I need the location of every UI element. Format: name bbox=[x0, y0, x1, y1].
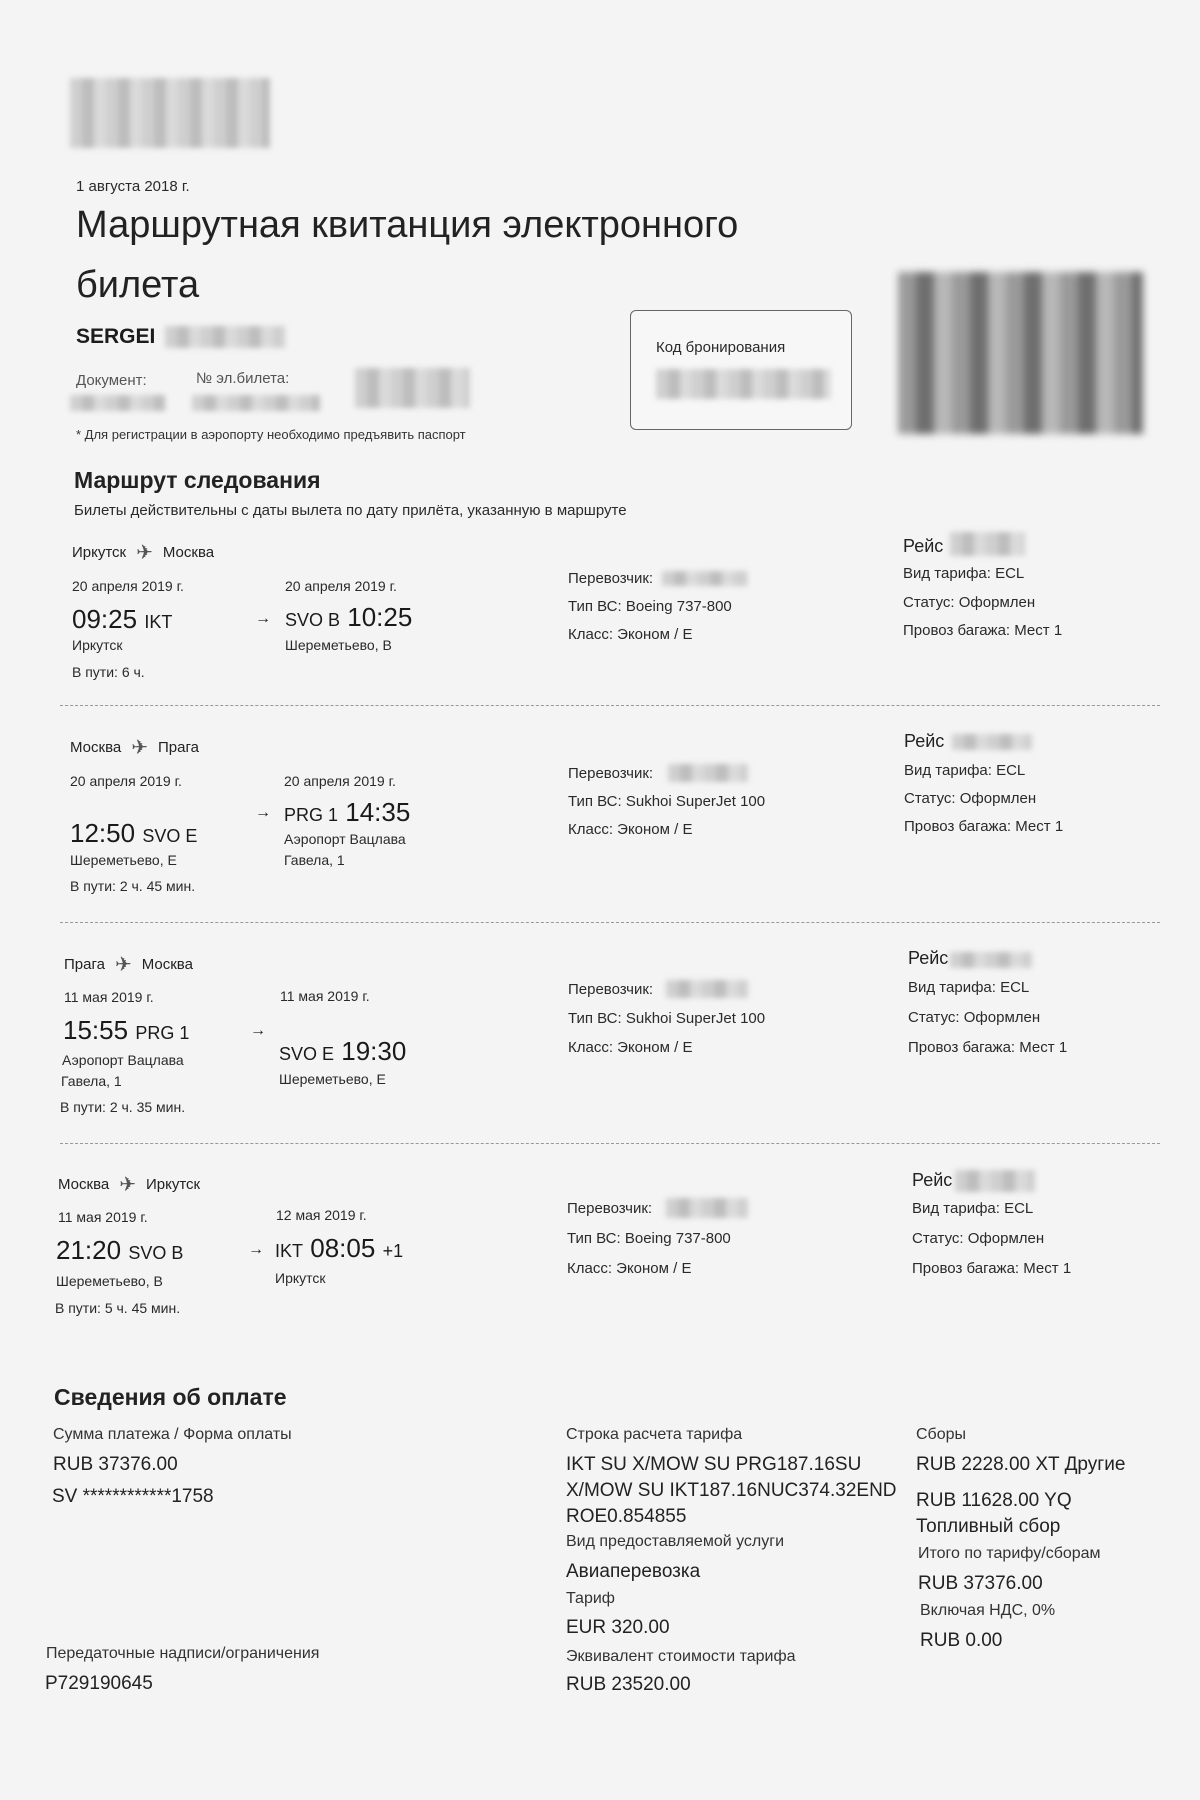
aircraft-type: Тип ВС: Sukhoi SuperJet 100 bbox=[568, 793, 766, 810]
segment-destination: Прага bbox=[157, 739, 199, 756]
booking-code-label: Код бронирования bbox=[656, 339, 786, 356]
flight-label: Рейс bbox=[903, 536, 944, 556]
segment-divider bbox=[60, 922, 1160, 923]
endorsement-label: Передаточные надписи/ограничения bbox=[46, 1645, 320, 1662]
departure-code: PRG 1 bbox=[135, 1023, 190, 1043]
arrival-date: 20 апреля 2019 г. bbox=[285, 578, 397, 594]
segment-destination: Иркутск bbox=[145, 1176, 201, 1193]
passport-note: * Для регистрации в аэропорту необходимо предъявить паспорт bbox=[76, 427, 466, 442]
arrival-code: SVO E bbox=[279, 1044, 335, 1064]
carrier-label: Перевозчик: bbox=[568, 765, 654, 782]
carrier-blurred bbox=[662, 571, 747, 586]
fee-fuel: RUB 11628.00 YQ bbox=[916, 1490, 1072, 1511]
service-class: Класс: Эконом / E bbox=[568, 626, 693, 643]
segment-origin: Москва bbox=[58, 1176, 110, 1193]
payment-heading: Сведения об оплате bbox=[54, 1384, 287, 1410]
departure-airport: Аэропорт Вацлава bbox=[62, 1052, 184, 1068]
arrival-date: 20 апреля 2019 г. bbox=[284, 773, 396, 789]
equiv-fare-amount: RUB 23520.00 bbox=[566, 1674, 691, 1695]
departure-date: 20 апреля 2019 г. bbox=[72, 578, 184, 594]
fee-other: RUB 2228.00 XT Другие bbox=[916, 1454, 1126, 1475]
arrival-time-value: 08:05 bbox=[310, 1233, 376, 1263]
arrival-airport: Шереметьево, E bbox=[279, 1071, 386, 1087]
segment-route bbox=[72, 540, 214, 565]
page-title-line1: Маршрутная квитанция электронного bbox=[76, 204, 739, 246]
departure-code: SVO E bbox=[142, 826, 198, 846]
arrival-time-value: 19:30 bbox=[341, 1036, 407, 1066]
total-label: Итого по тарифу/сборам bbox=[918, 1545, 1101, 1562]
arrival-time bbox=[279, 1036, 406, 1067]
vat-amount: RUB 0.00 bbox=[920, 1630, 1003, 1651]
ticket-status: Статус: Оформлен bbox=[912, 1230, 1045, 1247]
barcode-blurred bbox=[898, 272, 1143, 434]
carrier-blurred bbox=[668, 764, 748, 782]
departure-time-value: 15:55 bbox=[63, 1015, 129, 1045]
fare-type: Вид тарифа: ECL bbox=[904, 762, 1026, 779]
arrow-icon: → bbox=[250, 1022, 266, 1039]
plane-icon: ✈ bbox=[114, 954, 132, 976]
aircraft-type: Тип ВС: Sukhoi SuperJet 100 bbox=[568, 1010, 766, 1027]
total-amount: RUB 37376.00 bbox=[918, 1573, 1043, 1594]
fare-label: Тариф bbox=[566, 1590, 615, 1607]
segment-route bbox=[64, 952, 193, 977]
baggage-allowance: Провоз багажа: Мест 1 bbox=[912, 1260, 1072, 1277]
payment-amount: RUB 37376.00 bbox=[53, 1454, 178, 1475]
arrival-day-offset: +1 bbox=[382, 1241, 404, 1261]
passenger-first-name: SERGEI bbox=[76, 325, 156, 348]
aircraft-type: Тип ВС: Boeing 737-800 bbox=[568, 598, 732, 615]
departure-date: 20 апреля 2019 г. bbox=[70, 773, 182, 789]
service-class: Класс: Эконом / E bbox=[567, 1260, 692, 1277]
arrival-code: IKT bbox=[275, 1241, 304, 1261]
arrow-icon: → bbox=[248, 1241, 264, 1258]
equiv-fare-label: Эквивалент стоимости тарифа bbox=[566, 1648, 796, 1665]
departure-code: SVO B bbox=[128, 1243, 184, 1263]
carrier-label: Перевозчик: bbox=[567, 1200, 653, 1217]
departure-airport: Шереметьево, B bbox=[56, 1273, 163, 1289]
carrier-label: Перевозчик: bbox=[568, 570, 654, 587]
fare-amount: EUR 320.00 bbox=[566, 1617, 670, 1638]
arrival-time-value: 14:35 bbox=[345, 797, 411, 827]
ticket-number-extra-blurred bbox=[355, 368, 470, 408]
departure-airport: Шереметьево, E bbox=[70, 852, 177, 868]
departure-code: IKT bbox=[144, 612, 173, 632]
aircraft-type: Тип ВС: Boeing 737-800 bbox=[567, 1230, 731, 1247]
departure-time bbox=[70, 818, 197, 849]
arrival-airport: Аэропорт Вацлава bbox=[284, 831, 406, 847]
page-title-line2: билета bbox=[76, 264, 200, 306]
segment-destination: Москва bbox=[141, 956, 193, 973]
arrival-code: PRG 1 bbox=[284, 805, 339, 825]
flight-label: Рейс bbox=[904, 731, 945, 751]
flight-number-blurred bbox=[950, 532, 1025, 556]
departure-time bbox=[63, 1015, 189, 1046]
ticket-number-label: № эл.билета: bbox=[196, 370, 290, 387]
ticket-status: Статус: Оформлен bbox=[908, 1009, 1041, 1026]
fees-label: Сборы bbox=[916, 1426, 967, 1443]
segment-route bbox=[58, 1172, 200, 1197]
arrival-time bbox=[285, 602, 412, 633]
departure-date: 11 мая 2019 г. bbox=[58, 1209, 148, 1225]
segment-origin: Москва bbox=[70, 739, 122, 756]
departure-time bbox=[56, 1235, 183, 1266]
endorsement-value: P729190645 bbox=[45, 1673, 153, 1694]
departure-date: 11 мая 2019 г. bbox=[64, 989, 154, 1005]
fare-type: Вид тарифа: ECL bbox=[912, 1200, 1034, 1217]
service-class: Класс: Эконом / E bbox=[568, 821, 693, 838]
duration: В пути: 2 ч. 35 мин. bbox=[60, 1099, 186, 1115]
departure-time-value: 21:20 bbox=[56, 1235, 122, 1265]
fare-calc-label: Строка расчета тарифа bbox=[566, 1426, 743, 1443]
fee-fuel-desc: Топливный сбор bbox=[916, 1516, 1061, 1537]
segment-origin: Прага bbox=[64, 956, 105, 973]
arrival-code: SVO B bbox=[285, 610, 341, 630]
route-heading: Маршрут следования bbox=[74, 467, 321, 493]
flight-number-blurred bbox=[955, 1170, 1035, 1192]
page-title bbox=[76, 195, 738, 315]
segment-divider bbox=[60, 1143, 1160, 1144]
baggage-allowance: Провоз багажа: Мест 1 bbox=[908, 1039, 1068, 1056]
vat-label: Включая НДС, 0% bbox=[920, 1602, 1056, 1619]
ticket-status: Статус: Оформлен bbox=[904, 790, 1037, 807]
arrival-date: 11 мая 2019 г. bbox=[280, 988, 370, 1004]
plane-icon: ✈ bbox=[131, 737, 148, 759]
departure-airport-line2: Гавела, 1 bbox=[61, 1073, 122, 1089]
booking-code-box bbox=[630, 310, 852, 430]
arrival-time bbox=[284, 797, 410, 828]
service-type-label: Вид предоставляемой услуги bbox=[566, 1533, 785, 1550]
ticket-status: Статус: Оформлен bbox=[903, 594, 1036, 611]
service-class: Класс: Эконом / E bbox=[568, 1039, 693, 1056]
service-type: Авиаперевозка bbox=[566, 1561, 701, 1582]
baggage-allowance: Провоз багажа: Мест 1 bbox=[904, 818, 1064, 835]
fare-calc-line3: ROE0.854855 bbox=[566, 1506, 687, 1527]
flight-number-blurred bbox=[952, 734, 1032, 750]
segment-origin: Иркутск bbox=[72, 544, 127, 561]
route-subheading: Билеты действительны с даты вылета по дату прилёта, указанную в маршруте bbox=[74, 502, 627, 519]
payment-card: SV ************1758 bbox=[52, 1486, 214, 1507]
carrier-label: Перевозчик: bbox=[568, 981, 654, 998]
arrival-airport: Шереметьево, B bbox=[285, 637, 392, 653]
passenger-surname-blurred bbox=[165, 326, 285, 348]
arrow-icon: → bbox=[255, 610, 271, 627]
arrival-date: 12 мая 2019 г. bbox=[276, 1207, 367, 1223]
document-number-blurred bbox=[70, 395, 165, 411]
fare-type: Вид тарифа: ECL bbox=[903, 565, 1025, 582]
duration: В пути: 2 ч. 45 мин. bbox=[70, 878, 196, 894]
duration: В пути: 6 ч. bbox=[72, 664, 145, 680]
segment-divider bbox=[60, 705, 1160, 706]
flight-label: Рейс bbox=[912, 1170, 953, 1190]
duration: В пути: 5 ч. 45 мин. bbox=[55, 1300, 181, 1316]
fare-type: Вид тарифа: ECL bbox=[908, 979, 1030, 996]
payment-amount-label: Сумма платежа / Форма оплаты bbox=[53, 1426, 292, 1443]
segment-route bbox=[70, 735, 199, 760]
carrier-blurred bbox=[666, 980, 748, 998]
arrival-airport-line2: Гавела, 1 bbox=[284, 852, 345, 868]
segment-destination: Москва bbox=[162, 544, 215, 561]
arrival-time-value: 10:25 bbox=[347, 602, 413, 632]
document-label: Документ: bbox=[76, 372, 147, 389]
departure-airport: Иркутск bbox=[72, 637, 123, 653]
flight-number-blurred bbox=[950, 952, 1032, 968]
passenger-name bbox=[76, 325, 155, 349]
arrow-icon: → bbox=[255, 804, 271, 821]
baggage-allowance: Провоз багажа: Мест 1 bbox=[903, 622, 1063, 639]
plane-icon: ✈ bbox=[119, 1174, 136, 1196]
departure-time bbox=[72, 604, 172, 635]
plane-icon: ✈ bbox=[136, 542, 153, 564]
departure-time-value: 09:25 bbox=[72, 604, 138, 634]
fare-calc-line1: IKT SU X/MOW SU PRG187.16SU bbox=[566, 1454, 862, 1475]
logo-blurred bbox=[70, 78, 270, 148]
issue-date: 1 августа 2018 г. bbox=[76, 178, 190, 195]
booking-code-blurred bbox=[656, 369, 831, 399]
arrival-airport: Иркутск bbox=[275, 1270, 326, 1286]
carrier-blurred bbox=[666, 1198, 748, 1218]
ticket-number-blurred bbox=[192, 395, 320, 411]
fare-calc-line2: X/MOW SU IKT187.16NUC374.32END bbox=[566, 1480, 897, 1501]
flight-label: Рейс bbox=[908, 948, 949, 968]
departure-time-value: 12:50 bbox=[70, 818, 136, 848]
arrival-time bbox=[275, 1233, 403, 1264]
